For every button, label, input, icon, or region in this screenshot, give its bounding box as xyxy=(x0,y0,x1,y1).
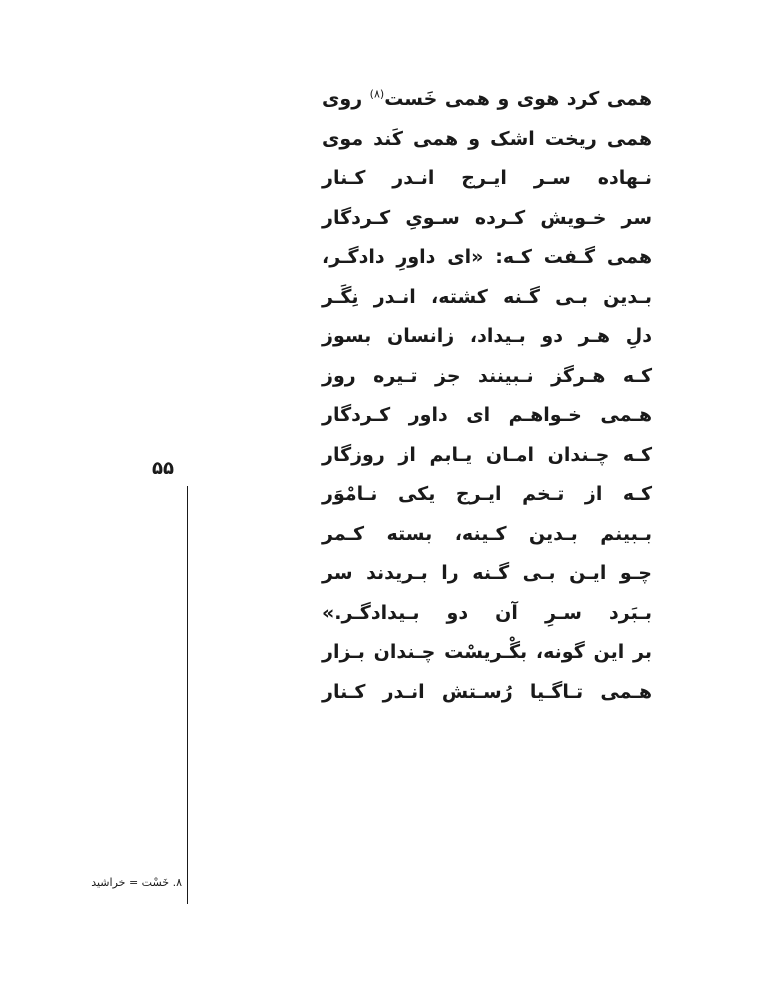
verse-line-8: کـه هـرگز نـبینند جز تـیره روز xyxy=(322,364,652,387)
verse-line-14: بـبَرد سـرِ آن دو بـیدادگـر.» xyxy=(322,601,652,624)
verse-line-1 xyxy=(322,80,652,120)
poem-block xyxy=(322,80,652,712)
verse-line-3: نـهاده سـر ایـرج انـدر کـنار xyxy=(322,167,652,189)
footnote: ۸. خَسْت = خراشید xyxy=(91,876,182,889)
footnote-marker: (۸) xyxy=(369,87,385,101)
page-number: ۵۵ xyxy=(152,458,174,479)
verse-line-4: سر خـویش کـرده سـویِ کـردگار xyxy=(322,206,652,229)
verse-line-6: بـدین بـی گـنه کشته، انـدر نِگَـر xyxy=(322,285,652,308)
verse-text: همی کرد هوی و همی خَست xyxy=(384,88,652,110)
verse-line-15: بر این گونه، بگْـریسْت چـندان بـزار xyxy=(322,641,652,663)
verse-line-2: همی ریخت اشک و همی کَند موی xyxy=(322,127,652,150)
verse-line-11: کـه از تـخم ایـرج یکی نـامْوَر xyxy=(322,483,652,505)
verse-line-16: هـمی تـاگـیا رُسـتش انـدر کـنار xyxy=(322,680,652,703)
margin-rule xyxy=(187,486,188,904)
verse-text-end: روی xyxy=(322,88,363,110)
verse-line-7: دلِ هـر دو بـیداد، زانسان بسوز xyxy=(322,325,652,347)
verse-line-5: همی گـفت کـه: «ای داورِ دادگـر، xyxy=(322,246,652,268)
verse-line-10: کـه چـندان امـان یـابم از روزگار xyxy=(322,443,652,466)
verse-line-13: چـو ایـن بـی گـنه را بـریدند سر xyxy=(322,562,652,584)
verse-line-12: بـبینم بـدین کـینه، بسته کـمر xyxy=(322,522,652,545)
verse-line-9: هـمی خـواهـم ای داور کـردگار xyxy=(322,404,652,426)
